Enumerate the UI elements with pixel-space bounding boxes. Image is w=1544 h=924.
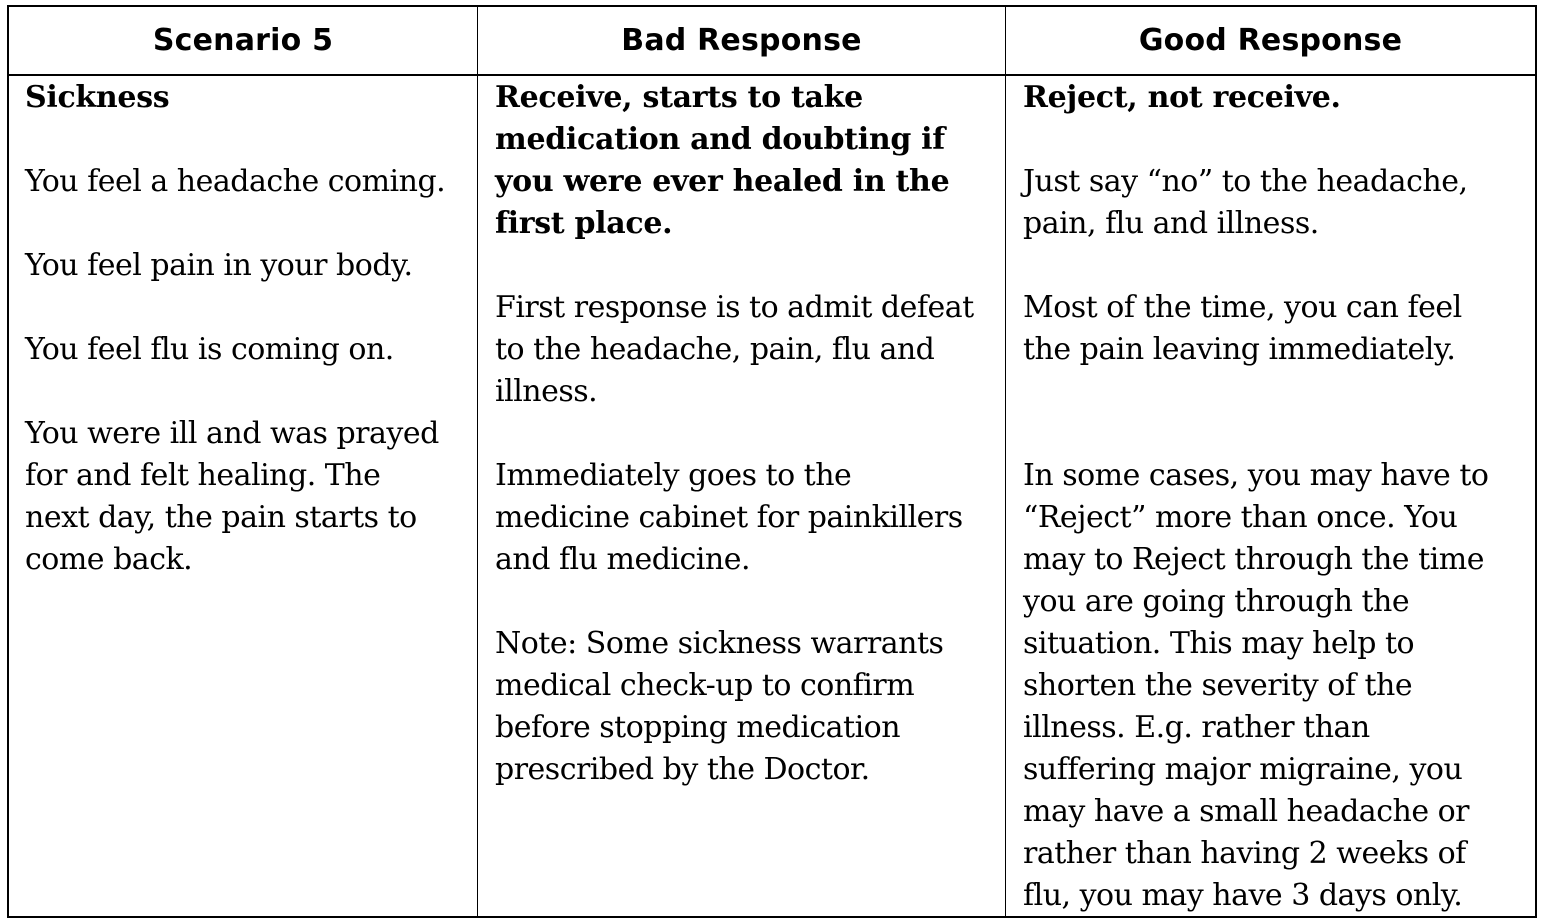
good-response-title: Reject, not receive. <box>1023 80 1341 115</box>
scenario-item: You were ill and was prayed for and felt healing. The next day, the pain starts to come back. <box>25 416 439 577</box>
header-scenario: Scenario 5 <box>152 23 334 58</box>
header-bad-response: Bad Response <box>621 23 862 58</box>
scenario-table <box>7 5 1537 918</box>
column-divider <box>1005 7 1006 916</box>
good-response-item: Most of the time, you can feel the pain leaving immediately. <box>1023 290 1462 367</box>
scenario-item: You feel a headache coming. <box>25 164 446 199</box>
column-divider <box>477 7 478 916</box>
scenario-cell <box>25 77 473 581</box>
bad-response-cell <box>495 77 1001 791</box>
bad-response-item: First response is to admit defeat to the headache, pain, flu and illness. <box>495 290 974 409</box>
bad-response-title: Receive, starts to take medication and doubting if you were ever healed in the first place. <box>495 80 950 241</box>
header-divider <box>9 74 1535 76</box>
good-response-item: In some cases, you may have to “Reject” more than once. You may to Reject through the time you are going through the situation. This may help to shorten the severity of the illness. E.g. rather than suffering major migraine, you may have a small headache or rather than having 2 weeks of flu, you may have 3 days only. <box>1023 458 1489 913</box>
scenario-title: Sickness <box>25 80 170 115</box>
scenario-item: You feel pain in your body. <box>25 248 413 283</box>
bad-response-item: Note: Some sickness warrants medical check-up to confirm before stopping medication prescribed by the Doctor. <box>495 626 944 787</box>
bad-response-item: Immediately goes to the medicine cabinet for painkillers and flu medicine. <box>495 458 963 577</box>
header-good-response: Good Response <box>1138 23 1403 58</box>
good-response-item: Just say “no” to the headache, pain, flu and illness. <box>1023 164 1468 241</box>
scenario-item: You feel flu is coming on. <box>25 332 394 367</box>
good-response-cell <box>1023 77 1533 917</box>
